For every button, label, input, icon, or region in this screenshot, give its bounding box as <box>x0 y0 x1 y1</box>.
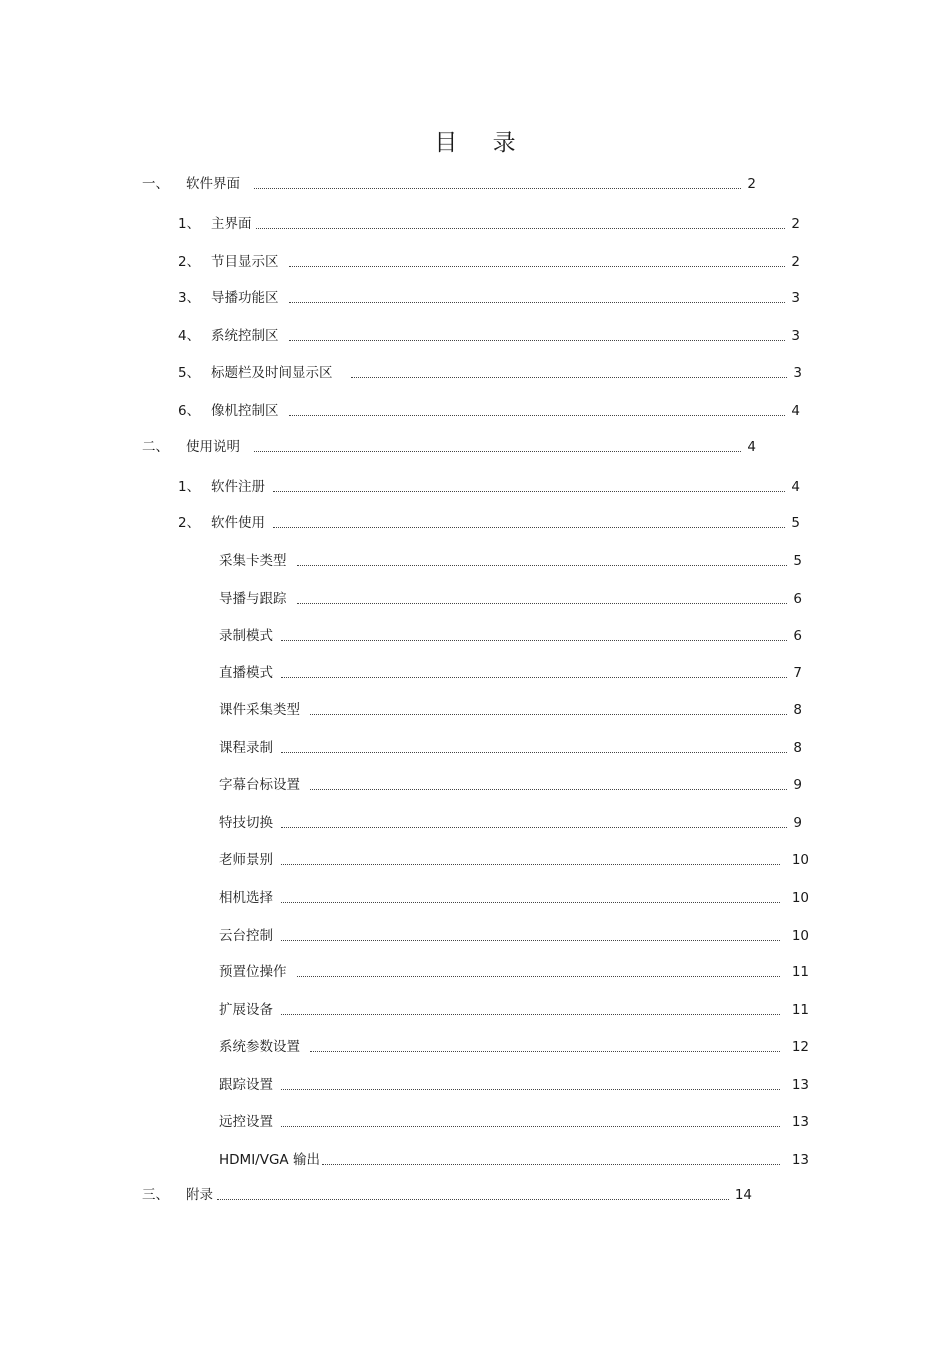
toc-entry[interactable] <box>219 888 809 908</box>
dot-leader <box>281 807 787 828</box>
toc-entry[interactable] <box>219 589 802 609</box>
toc-page-number: 4 <box>791 403 800 419</box>
toc-page-number: 13 <box>791 1114 809 1130</box>
dot-leader <box>297 956 780 977</box>
toc-label: 软件注册 <box>211 479 265 495</box>
dot-leader <box>217 1179 729 1200</box>
toc-entry[interactable] <box>178 252 800 272</box>
dot-leader <box>254 431 741 452</box>
toc-number: 二、 <box>142 439 169 455</box>
toc-entry[interactable] <box>178 288 800 308</box>
toc-page-number: 4 <box>791 479 800 495</box>
toc-page-number: 5 <box>793 553 802 569</box>
toc-entry[interactable] <box>142 437 756 457</box>
toc-number: 1、 <box>178 479 201 495</box>
toc-page-number: 12 <box>791 1039 809 1055</box>
toc-page-number: 3 <box>791 290 800 306</box>
toc-label: 附录 <box>186 1187 213 1203</box>
toc-page-number: 9 <box>793 777 802 793</box>
toc-page-number: 6 <box>793 591 802 607</box>
toc-entry[interactable] <box>219 775 802 795</box>
toc-page-number: 8 <box>793 740 802 756</box>
dot-leader <box>351 357 788 378</box>
toc-label: 软件使用 <box>211 515 265 531</box>
toc-number: 4、 <box>178 328 201 344</box>
dot-leader <box>273 471 785 492</box>
toc-number: 1、 <box>178 216 201 232</box>
dot-leader <box>281 882 780 903</box>
toc-label: 标题栏及时间显示区 <box>211 365 333 381</box>
toc-page-number: 13 <box>791 1152 809 1168</box>
toc-entry[interactable] <box>219 926 809 946</box>
toc-page-number: 2 <box>791 254 800 270</box>
dot-leader <box>273 507 785 528</box>
dot-leader <box>281 1106 780 1127</box>
dot-leader <box>281 732 787 753</box>
toc-number: 3、 <box>178 290 201 306</box>
toc-entry[interactable] <box>219 1150 809 1170</box>
toc-page-number: 3 <box>793 365 802 381</box>
dot-leader <box>281 994 780 1015</box>
page-title: 目 录 <box>434 130 530 156</box>
toc-label: 特技切换 <box>219 815 273 831</box>
toc-label: 远控设置 <box>219 1114 273 1130</box>
toc-label: 录制模式 <box>219 628 273 644</box>
toc-label: 系统参数设置 <box>219 1039 300 1055</box>
toc-entry[interactable] <box>219 663 802 683</box>
toc-label: 云台控制 <box>219 928 273 944</box>
toc-entry[interactable] <box>178 363 802 383</box>
toc-page-number: 9 <box>793 815 802 831</box>
toc-entry[interactable] <box>219 626 802 646</box>
toc-entry[interactable] <box>219 1037 809 1057</box>
toc-label: HDMI/VGA 输出 <box>219 1152 320 1168</box>
toc-entry[interactable] <box>178 401 800 421</box>
toc-entry[interactable] <box>178 326 800 346</box>
toc-label: 字幕台标设置 <box>219 777 300 793</box>
dot-leader <box>289 395 786 416</box>
toc-entry[interactable] <box>219 1075 809 1095</box>
toc-entry[interactable] <box>142 1185 752 1205</box>
toc-entry[interactable] <box>219 813 802 833</box>
dot-leader <box>281 1069 780 1090</box>
toc-label: 导播与跟踪 <box>219 591 287 607</box>
toc-page-number: 10 <box>791 890 809 906</box>
toc-label: 老师景别 <box>219 852 273 868</box>
toc-page-number: 11 <box>791 1002 809 1018</box>
toc-label: 相机选择 <box>219 890 273 906</box>
toc-number: 一、 <box>142 176 169 192</box>
dot-leader <box>281 920 780 941</box>
dot-leader <box>310 1031 780 1052</box>
toc-number: 三、 <box>142 1187 169 1203</box>
toc-number: 5、 <box>178 365 201 381</box>
toc-label: 扩展设备 <box>219 1002 273 1018</box>
toc-label: 课程录制 <box>219 740 273 756</box>
dot-leader <box>297 583 788 604</box>
dot-leader <box>322 1144 780 1165</box>
toc-page-number: 3 <box>791 328 800 344</box>
toc-entry[interactable] <box>219 1112 809 1132</box>
toc-page-number: 6 <box>793 628 802 644</box>
toc-label: 软件界面 <box>186 176 240 192</box>
toc-page-number: 10 <box>791 852 809 868</box>
toc-entry[interactable] <box>219 962 809 982</box>
dot-leader <box>289 282 786 303</box>
dot-leader <box>281 620 787 641</box>
dot-leader <box>281 657 787 678</box>
toc-label: 系统控制区 <box>211 328 279 344</box>
toc-label: 预置位操作 <box>219 964 287 980</box>
toc-page-number: 7 <box>793 665 802 681</box>
toc-label: 直播模式 <box>219 665 273 681</box>
toc-entry[interactable] <box>219 850 809 870</box>
toc-entry[interactable] <box>142 174 756 194</box>
toc-label: 节目显示区 <box>211 254 279 270</box>
dot-leader <box>297 545 788 566</box>
toc-entry[interactable] <box>219 1000 809 1020</box>
toc-label: 像机控制区 <box>211 403 279 419</box>
toc-page-number: 10 <box>791 928 809 944</box>
toc-entry[interactable] <box>219 700 802 720</box>
toc-label: 导播功能区 <box>211 290 279 306</box>
toc-page-number: 2 <box>791 216 800 232</box>
toc-page-number: 13 <box>791 1077 809 1093</box>
toc-label: 使用说明 <box>186 439 240 455</box>
toc-page-number: 2 <box>747 176 756 192</box>
toc-number: 6、 <box>178 403 201 419</box>
dot-leader <box>289 246 786 267</box>
toc-label: 跟踪设置 <box>219 1077 273 1093</box>
toc-label: 课件采集类型 <box>219 702 300 718</box>
dot-leader <box>310 694 787 715</box>
toc-label: 采集卡类型 <box>219 553 287 569</box>
toc-entry[interactable] <box>178 477 800 497</box>
toc-page-number: 5 <box>791 515 800 531</box>
toc-entry[interactable] <box>219 738 802 758</box>
toc-entry[interactable] <box>219 551 802 571</box>
dot-leader <box>254 168 741 189</box>
toc-page-number: 14 <box>734 1187 752 1203</box>
toc-label: 主界面 <box>211 216 252 232</box>
toc-number: 2、 <box>178 254 201 270</box>
dot-leader <box>256 208 786 229</box>
dot-leader <box>281 844 780 865</box>
dot-leader <box>289 320 786 341</box>
toc-entry[interactable] <box>178 214 800 234</box>
toc-page-number: 11 <box>791 964 809 980</box>
toc-page-number: 4 <box>747 439 756 455</box>
toc-entry[interactable] <box>178 513 800 533</box>
toc-page-number: 8 <box>793 702 802 718</box>
dot-leader <box>310 769 787 790</box>
toc-number: 2、 <box>178 515 201 531</box>
